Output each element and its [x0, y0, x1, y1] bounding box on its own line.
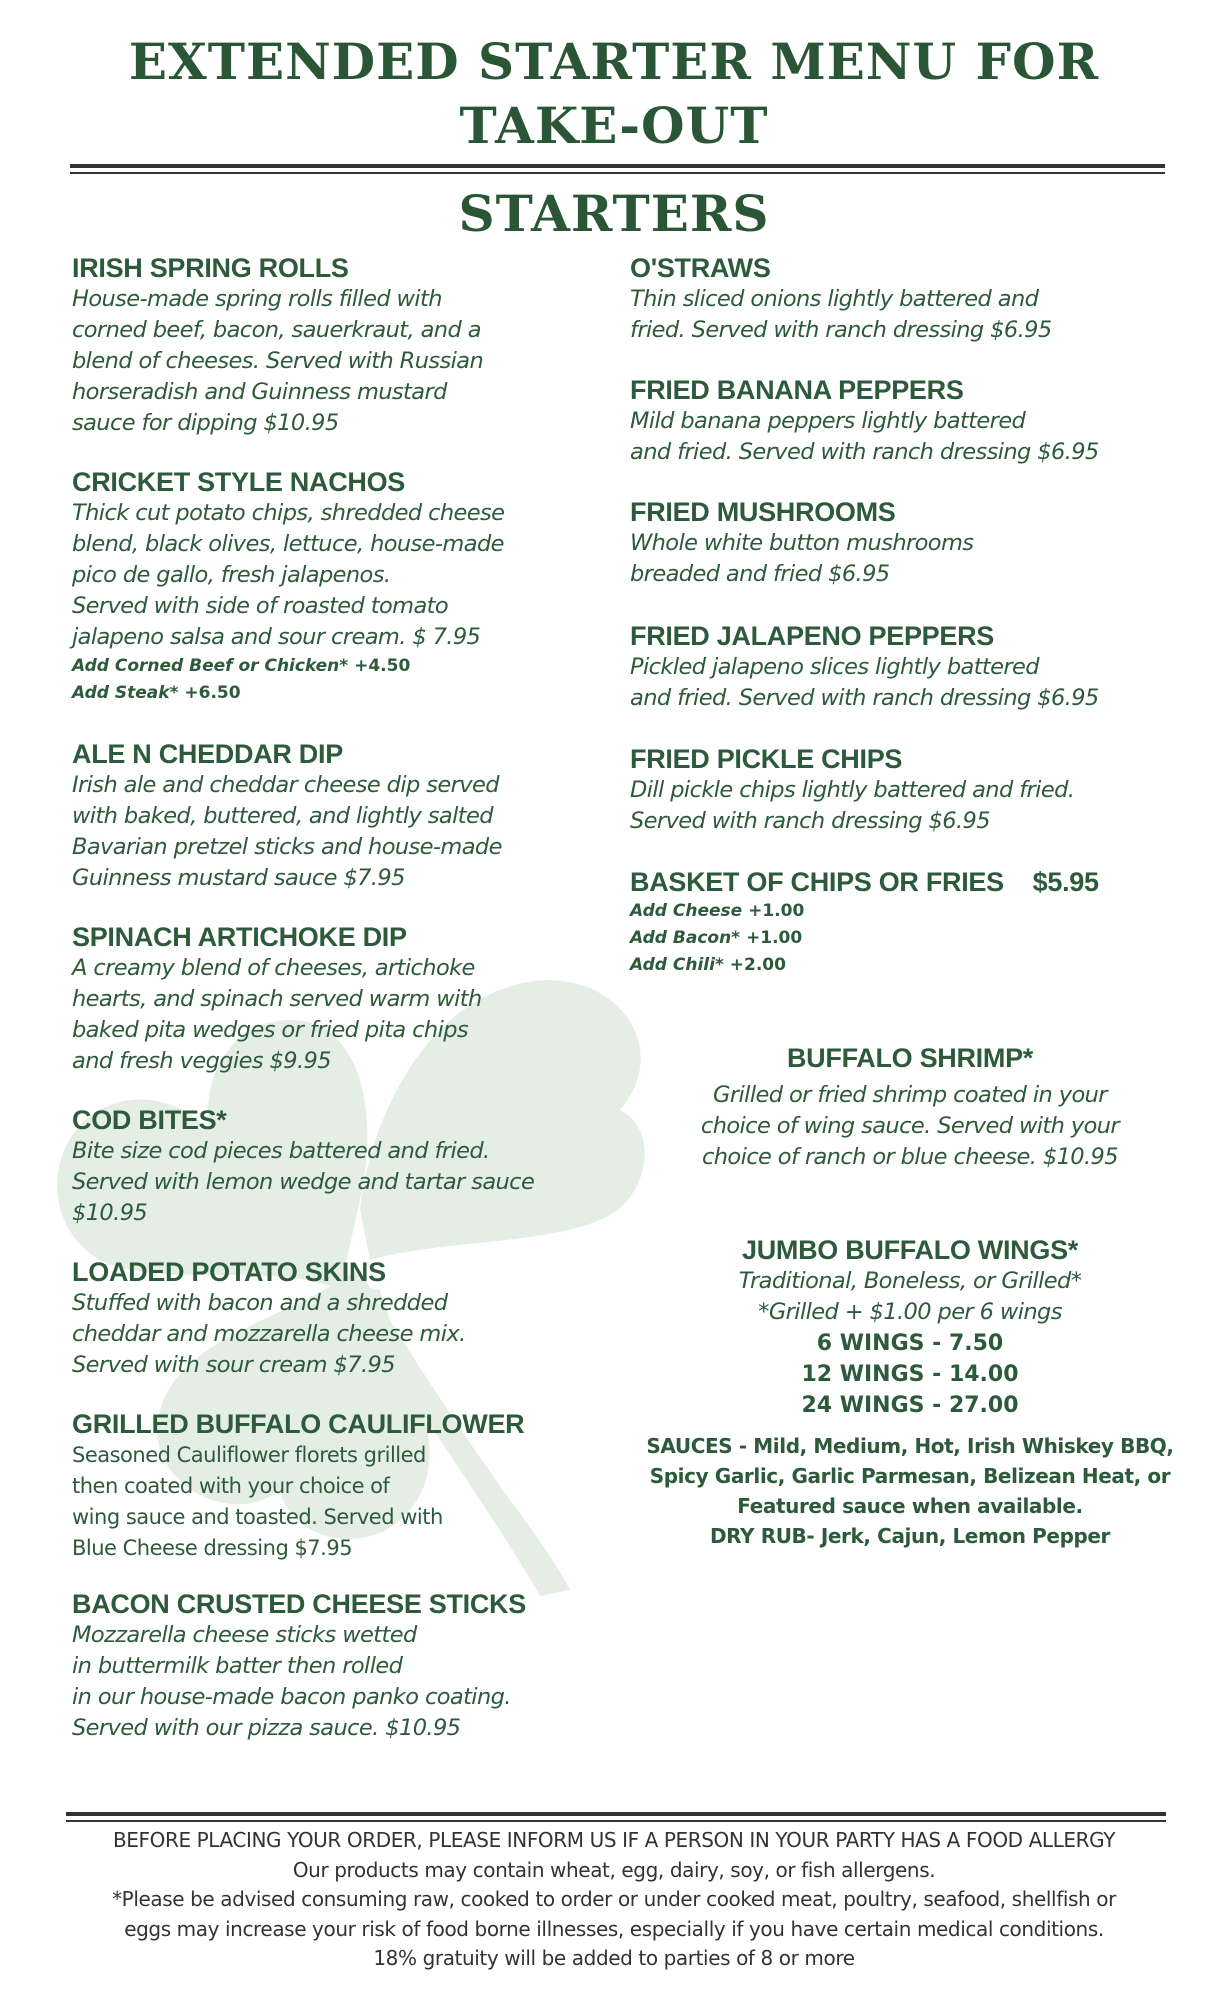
menu-item-cricket-style-nachos: [72, 466, 504, 707]
footer-line: eggs may increase your risk of food borne illnesses, especially if you have certain medical conditions.: [124, 1916, 1104, 1941]
wings-size: 12 WINGS - 14.00: [801, 1362, 1019, 1387]
item-desc: Thin sliced onions lightly battered and fried. Served with ranch dressing $6.95: [630, 286, 1052, 343]
addon-price: +1.00: [748, 901, 805, 921]
menu-title-line1: EXTENDED STARTER MENU FOR: [128, 32, 1100, 91]
menu-item-bacon-crusted-cheese-sticks: [72, 1588, 526, 1744]
item-name: ALE N CHEDDAR DIP: [72, 739, 343, 769]
menu-item-fried-banana-peppers: [630, 374, 1099, 468]
menu-item-cod-bites: [72, 1104, 534, 1229]
menu-item-buffalo-shrimp: [630, 1042, 1190, 1173]
item-desc: Grilled or fried shrimp coated in your choice of wing sauce. Served with your choice of ranch or blue cheese. $10.95: [700, 1082, 1120, 1170]
addon-line: [630, 925, 1099, 952]
item-name: FRIED MUSHROOMS: [630, 497, 896, 527]
item-desc: Seasoned Cauliflower florets grilled then coated with your choice of wing sauce and toasted. Served with Blue Cheese dressing $7.95: [72, 1443, 443, 1560]
item-name: CRICKET STYLE NACHOS: [72, 467, 406, 497]
item-desc: A creamy blend of cheeses, artichoke hearts, and spinach served warm with baked pita wedges or fried pita chips and fresh veggies $9.95: [72, 955, 482, 1074]
menu-item-fried-mushrooms: [630, 496, 973, 590]
item-desc: Mozzarella cheese sticks wetted in buttermilk batter then rolled in our house-made bacon panko coating. Served with our pizza sauce. $10.95: [72, 1622, 511, 1741]
item-name: COD BITES*: [72, 1105, 227, 1135]
menu-item-irish-spring-rolls: [72, 252, 483, 439]
footer-divider-thin: [66, 1820, 1166, 1822]
item-desc: Dill pickle chips lightly battered and fried. Served with ranch dressing $6.95: [630, 777, 1075, 834]
item-desc: Traditional, Boneless, or Grilled* *Grilled + $1.00 per 6 wings: [738, 1268, 1082, 1325]
menu-item-basket-chips-fries: [630, 866, 1099, 979]
menu-item-grilled-buffalo-cauliflower: [72, 1408, 524, 1564]
item-desc: Pickled jalapeno slices lightly battered and fried. Served with ranch dressing $6.95: [630, 654, 1099, 711]
footer-line: *Please be advised consuming raw, cooked to order or under cooked meat, poultry, seafood, shellfish or: [112, 1887, 1116, 1911]
footer-line: Our products may contain wheat, egg, dairy, soy, or fish allergens.: [292, 1857, 936, 1882]
item-desc: Stuffed with bacon and a shredded cheddar and mozzarella cheese mix. Served with sour cream $7.95: [72, 1290, 466, 1378]
menu-title: [0, 30, 1228, 158]
footer-line: BEFORE PLACING YOUR ORDER, PLEASE INFORM US IF A PERSON IN YOUR PARTY HAS A FOOD ALLERGY: [112, 1828, 1116, 1852]
addon-label: Add Bacon*: [630, 928, 741, 948]
item-desc: Mild banana peppers lightly battered and fried. Served with ranch dressing $6.95: [630, 408, 1099, 465]
title-divider-thick: [70, 164, 1165, 168]
menu-item-fried-jalapeno-peppers: [630, 620, 1099, 714]
menu-item-fried-pickle-chips: [630, 743, 1074, 837]
item-name: FRIED JALAPENO PEPPERS: [630, 621, 994, 651]
wings-size: 24 WINGS - 27.00: [801, 1393, 1019, 1418]
wings-sauces: SAUCES - Mild, Medium, Hot, Irish Whiskey BBQ, Spicy Garlic, Garlic Parmesan, Belizean Heat, or Featured sauce when available. DRY RUB- Jerk, Cajun, Lemon Pepper: [646, 1434, 1174, 1548]
item-name: FRIED BANANA PEPPERS: [630, 375, 964, 405]
addon-price: +2.00: [729, 955, 786, 975]
addon-line: [630, 952, 1099, 979]
item-name: BUFFALO SHRIMP*: [786, 1043, 1033, 1073]
item-name: LOADED POTATO SKINS: [72, 1257, 386, 1287]
wings-size: 6 WINGS - 7.50: [816, 1331, 1004, 1356]
item-name: SPINACH ARTICHOKE DIP: [72, 922, 407, 952]
item-name: IRISH SPRING ROLLS: [72, 253, 349, 283]
addon-price: +6.50: [184, 683, 241, 703]
menu-item-ale-n-cheddar-dip: [72, 738, 502, 894]
addon-label: Add Cheese: [630, 901, 743, 921]
item-name: BASKET OF CHIPS OR FRIES $5.95: [630, 867, 1099, 897]
menu-item-jumbo-buffalo-wings: [630, 1234, 1190, 1551]
item-name: FRIED PICKLE CHIPS: [630, 744, 903, 774]
addon-line: [630, 898, 1099, 925]
title-divider-thin: [70, 172, 1165, 174]
item-name: BACON CRUSTED CHEESE STICKS: [72, 1589, 526, 1619]
allergy-footer: [60, 1826, 1168, 1974]
item-desc: House-made spring rolls filled with corned beef, bacon, sauerkraut, and a blend of cheeses. Served with Russian horseradish and Guinness mustard sauce for dipping $10.95: [72, 286, 484, 436]
item-desc: Bite size cod pieces battered and fried. Served with lemon wedge and tartar sauce $10.95: [72, 1138, 535, 1226]
addon-price: +1.00: [746, 928, 803, 948]
addon-label: Add Steak*: [72, 683, 179, 703]
item-name: GRILLED BUFFALO CAULIFLOWER: [72, 1409, 525, 1439]
addon-label: Add Chili*: [630, 955, 724, 975]
footer-line: 18% gratuity will be added to parties of 8 or more: [373, 1946, 855, 1970]
addon-price: +4.50: [354, 656, 411, 676]
item-desc: Irish ale and cheddar cheese dip served with baked, buttered, and lightly salted Bavarian pretzel sticks and house-made Guinness mustard sauce $7.95: [72, 772, 502, 891]
menu-item-loaded-potato-skins: [72, 1256, 466, 1381]
menu-item-ostraws: [630, 252, 1052, 346]
menu-title-line2: TAKE-OUT: [459, 96, 769, 155]
menu-item-spinach-artichoke-dip: [72, 921, 482, 1077]
item-desc: Whole white button mushrooms breaded and fried $6.95: [630, 530, 974, 587]
item-desc: Thick cut potato chips, shredded cheese blend, black olives, lettuce, house-made pico de gallo, fresh jalapenos. Served with side of roasted tomato jalapeno salsa and sour cream. $ 7.95: [72, 500, 505, 650]
item-name: JUMBO BUFFALO WINGS*: [742, 1235, 1078, 1265]
item-name: O'STRAWS: [630, 253, 771, 283]
addon-line: [72, 653, 504, 680]
section-title: STARTERS: [458, 184, 770, 243]
addon-line: [72, 680, 504, 707]
footer-divider-thick: [66, 1812, 1166, 1816]
addon-label: Add Corned Beef or Chicken*: [72, 656, 349, 676]
